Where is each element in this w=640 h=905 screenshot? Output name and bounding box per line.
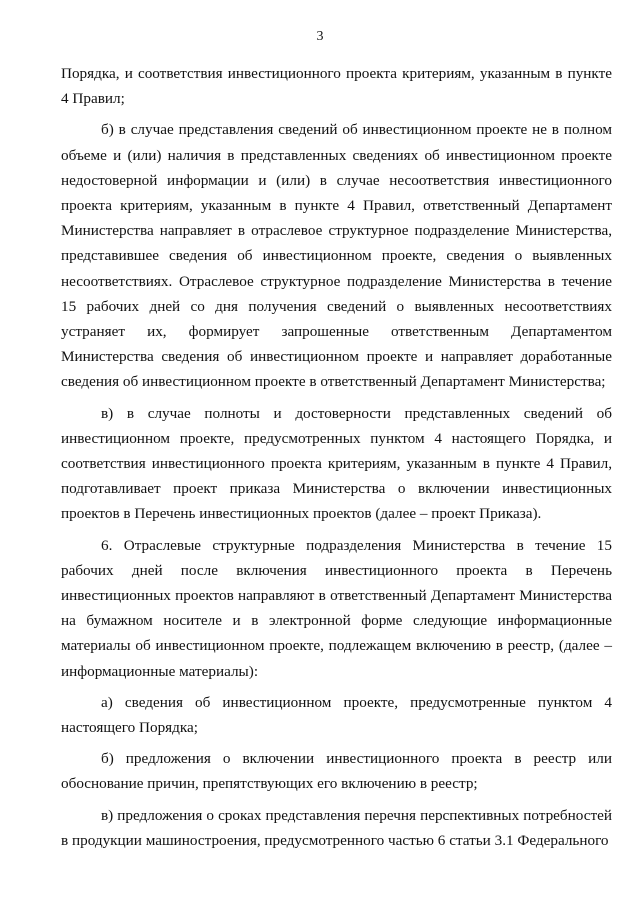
- paragraph-item-a: а) сведения об инвестиционном проекте, предусмотренные пунктом 4 настоящего Порядка;: [61, 693, 612, 737]
- paragraph-item-b2: б) предложения о включении инвестиционного проекта в реестр или обоснование причин, препятствующих его включению в реестр;: [61, 750, 612, 793]
- paragraph-item-b: б) в случае представления сведений об инвестиционном проекте не в полном объеме и (или) наличия в представленных сведениях об инвестиционном проекте недостоверной информации и (или) в случае несоответствия инвестиционного проекта критериям, указанным в пункте 4 Правил, ответственный Департамент Министерства направляет в отраслевое структурное подразделение Министерства, представившее сведения об инвестиционном проекте, сведения о выявленных несоответствиях. Отраслевое структурное подразделение Министерства в течение 15 рабочих дней со дня получения сведений о выявленных несоответствиях устраняет их, формирует запрошенные ответственным Департаментом Министерства сведения об инвестиционном проекте и направляет доработанные сведения об инвестиционном проекте в ответственный Департамент Министерства;: [61, 121, 612, 391]
- paragraph-item-v: в) в случае полноты и достоверности представленных сведений об инвестиционном проекте, предусмотренных пунктом 4 настоящего Порядка, и соответствия инвестиционного проекта критериям, указанным в пункте 4 Правил, подготавливает проект приказа Министерства о включении инвестиционных проектов в Перечень инвестиционных проектов (далее – проект Приказа).: [61, 404, 612, 523]
- paragraph-item-v2: в) предложения о сроках представления перечня перспективных потребностей в продукции машиностроения, предусмотренного частью 6 статьи 3.1 Федерального: [61, 806, 612, 849]
- document-body: [61, 61, 612, 853]
- paragraph-section-6: 6. Отраслевые структурные подразделения Министерства в течение 15 рабочих дней после включения инвестиционного проекта в Перечень инвестиционных проектов направляют в ответственный Департамент Министерства на бумажном носителе и в электронной форме следующие информационные материалы об инвестиционном проекте, подлежащем включению в реестр, (далее – информационные материалы):: [61, 536, 612, 680]
- page-number: 3: [316, 29, 324, 44]
- paragraph-continuation: Порядка, и соответствия инвестиционного проекта критериям, указанным в пункте 4 Правил;: [61, 65, 612, 108]
